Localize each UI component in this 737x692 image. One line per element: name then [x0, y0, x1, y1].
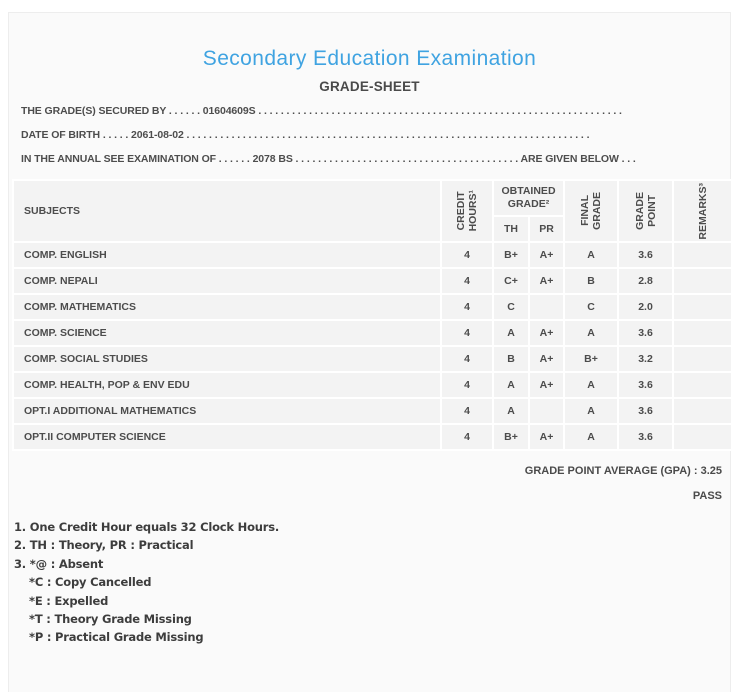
subjects-header: SUBJECTS	[13, 180, 441, 242]
grade-sheet-card	[8, 12, 731, 692]
subject-cell: COMP. NEPALI	[13, 268, 441, 294]
candidate-info	[21, 105, 722, 166]
credit-cell: 4	[441, 372, 493, 398]
practical-grade-cell: A+	[529, 320, 564, 346]
table-row	[13, 424, 732, 450]
theory-grade-cell: A	[493, 320, 529, 346]
footnote-absent: 3. *@ : Absent	[14, 556, 104, 571]
credit-cell: 4	[441, 268, 493, 294]
table-row	[13, 346, 732, 372]
remarks-cell	[673, 294, 732, 320]
grade-sheet-subtitle: GRADE-SHEET	[319, 79, 420, 94]
remarks-cell	[673, 398, 732, 424]
final-grade-cell: B+	[564, 346, 618, 372]
subject-cell: OPT.II COMPUTER SCIENCE	[13, 424, 441, 450]
credit-cell: 4	[441, 346, 493, 372]
final-grade-cell: C	[564, 294, 618, 320]
theory-grade-cell: B	[493, 346, 529, 372]
info-line-examination-year: IN THE ANNUAL SEE EXAMINATION OF . . . . . . 2078 BS . . . . . . . . . . . . . . . . . . . . . . . . . . . . . . . . . . . . . . . . ARE GIVEN BELOW . . .	[21, 153, 636, 165]
gpa-line: GRADE POINT AVERAGE (GPA) : 3.25	[524, 465, 722, 477]
table-row	[13, 372, 732, 398]
grade-point-cell: 3.2	[618, 346, 673, 372]
footnote-expelled: *E : Expelled	[29, 593, 109, 608]
theory-grade-cell: A	[493, 372, 529, 398]
remarks-header: REMARKS³	[673, 180, 732, 242]
credit-cell: 4	[441, 398, 493, 424]
grade-point-cell: 3.6	[618, 320, 673, 346]
credit-cell: 4	[441, 294, 493, 320]
practical-grade-cell: A+	[529, 372, 564, 398]
practical-grade-cell: A+	[529, 346, 564, 372]
practical-column-header: PR	[529, 216, 564, 242]
grade-point-cell: 3.6	[618, 398, 673, 424]
practical-grade-cell	[529, 398, 564, 424]
final-grade-cell: A	[564, 398, 618, 424]
remarks-cell	[673, 320, 732, 346]
footnote-th-pr: 2. TH : Theory, PR : Practical	[14, 538, 194, 553]
subject-cell: COMP. SCIENCE	[13, 320, 441, 346]
result-summary	[9, 459, 722, 509]
subject-cell: OPT.I ADDITIONAL MATHEMATICS	[13, 398, 441, 424]
footnote-theory-missing: *T : Theory Grade Missing	[29, 612, 192, 627]
final-grade-cell: A	[564, 372, 618, 398]
grade-point-cell: 2.0	[618, 294, 673, 320]
remarks-cell	[673, 268, 732, 294]
remarks-cell	[673, 424, 732, 450]
footnote-credit-hour: 1. One Credit Hour equals 32 Clock Hours.	[14, 520, 280, 534]
theory-grade-cell: C	[493, 294, 529, 320]
table-row	[13, 320, 732, 346]
grade-point-cell: 2.8	[618, 268, 673, 294]
final-grade-header: FINAL GRADE	[564, 180, 618, 242]
page-title: Secondary Education Examination	[202, 47, 537, 70]
remarks-cell	[673, 372, 732, 398]
grade-point-cell: 3.6	[618, 372, 673, 398]
credit-hours-header: CREDIT HOURS¹	[441, 180, 493, 242]
result-status: PASS	[692, 490, 722, 502]
practical-grade-cell: A+	[529, 424, 564, 450]
info-line-grades-secured-by: THE GRADE(S) SECURED BY . . . . . . 01604609S . . . . . . . . . . . . . . . . . . . . . . . . . . . . . . . . . . . . . . . . . . . . . . . . . . . . . . . . . . . . . . . . .	[21, 105, 622, 117]
final-grade-cell: A	[564, 320, 618, 346]
remarks-cell	[673, 346, 732, 372]
grades-table	[12, 179, 733, 451]
table-row	[13, 268, 732, 294]
practical-grade-cell: A+	[529, 268, 564, 294]
practical-grade-cell	[529, 294, 564, 320]
footnotes	[14, 518, 730, 647]
subject-cell: COMP. MATHEMATICS	[13, 294, 441, 320]
obtained-grade-header: OBTAINED GRADE²	[493, 180, 564, 216]
theory-grade-cell: C+	[493, 268, 529, 294]
grade-point-header: GRADE POINT	[618, 180, 673, 242]
theory-grade-cell: B+	[493, 424, 529, 450]
subject-cell: COMP. SOCIAL STUDIES	[13, 346, 441, 372]
grade-point-cell: 3.6	[618, 242, 673, 268]
remarks-cell	[673, 242, 732, 268]
theory-grade-cell: A	[493, 398, 529, 424]
footnote-practical-missing: *P : Practical Grade Missing	[29, 630, 204, 645]
practical-grade-cell: A+	[529, 242, 564, 268]
info-line-date-of-birth: DATE OF BIRTH . . . . . 2061-08-02 . . . . . . . . . . . . . . . . . . . . . . . . . . . . . . . . . . . . . . . . . . . . . . . . . . . . . . . . . . . . . . . . . . . . . . . .	[21, 129, 590, 141]
credit-cell: 4	[441, 320, 493, 346]
subject-cell: COMP. ENGLISH	[13, 242, 441, 268]
table-row	[13, 398, 732, 424]
theory-grade-cell: B+	[493, 242, 529, 268]
theory-column-header: TH	[493, 216, 529, 242]
subject-cell: COMP. HEALTH, POP & ENV EDU	[13, 372, 441, 398]
credit-cell: 4	[441, 424, 493, 450]
final-grade-cell: B	[564, 268, 618, 294]
final-grade-cell: A	[564, 424, 618, 450]
table-row	[13, 294, 732, 320]
footnote-copy-cancelled: *C : Copy Cancelled	[29, 575, 152, 590]
grade-point-cell: 3.6	[618, 424, 673, 450]
table-row	[13, 242, 732, 268]
final-grade-cell: A	[564, 242, 618, 268]
credit-cell: 4	[441, 242, 493, 268]
